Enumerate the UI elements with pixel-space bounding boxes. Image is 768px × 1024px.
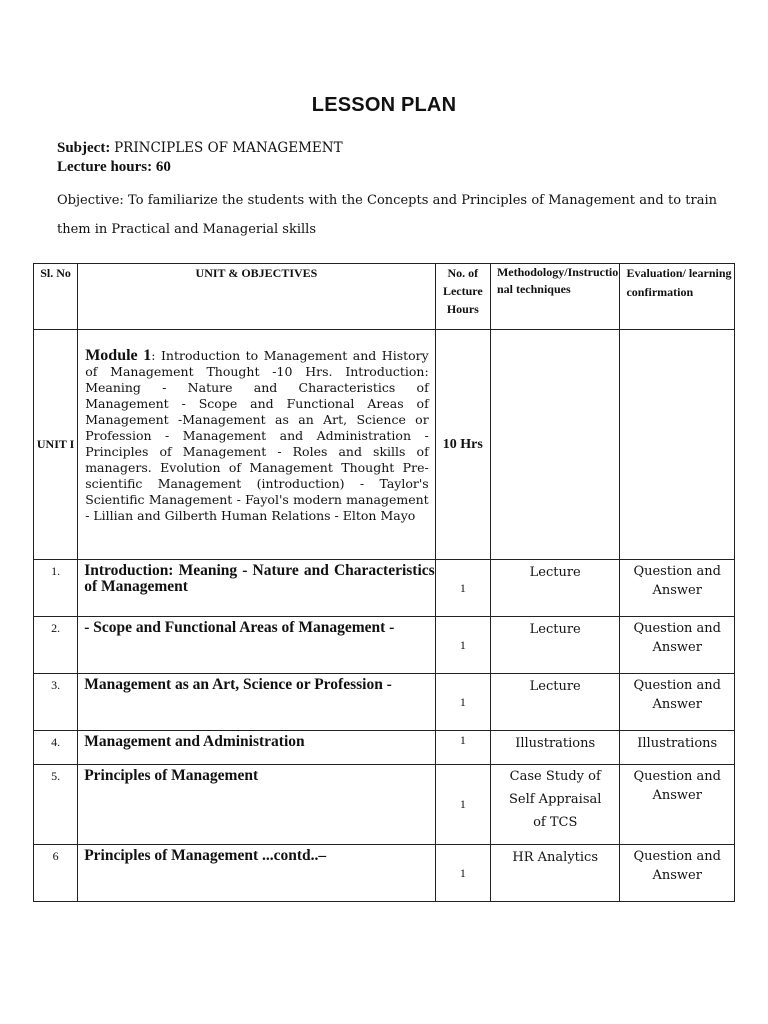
table-row (34, 731, 735, 765)
row-sno: 1. (34, 560, 78, 617)
row-topic: Principles of Management ...contd..– (78, 845, 436, 902)
row-eval: Question and Answer (620, 617, 735, 674)
row-method: Case Study of Self Appraisal of TCS (490, 765, 620, 845)
row-eval: Illustrations (620, 731, 735, 765)
table-row (34, 765, 735, 845)
table-row (34, 674, 735, 731)
row-topic: Introduction: Meaning - Nature and Characteristics of Management (78, 560, 436, 617)
row-topic: - Scope and Functional Areas of Management - (78, 617, 436, 674)
row-method: Lecture (490, 674, 620, 731)
row-hours: 1 (435, 845, 490, 902)
header-sl-no: Sl. No (34, 264, 78, 330)
row-sno: 6 (34, 845, 78, 902)
subject-line (57, 139, 343, 158)
row-hours: 1 (435, 617, 490, 674)
module-title: Module 1 (85, 347, 152, 364)
row-eval: Question and Answer (620, 560, 735, 617)
table-header-row (34, 264, 735, 330)
lesson-plan-table (33, 263, 735, 902)
row-method: Illustrations (490, 731, 620, 765)
lecture-hours-line (57, 158, 343, 177)
objective-text: Objective: To familiarize the students with the Concepts and Principles of Management and to train them in Practical and Managerial skills (57, 193, 717, 237)
module-method-cell (490, 330, 620, 560)
row-topic: Management and Administration (78, 731, 436, 765)
row-hours: 1 (435, 731, 490, 765)
table-row (34, 560, 735, 617)
lecture-hours-label: Lecture hours: (57, 159, 153, 175)
row-eval: Question and Answer (620, 765, 735, 845)
document-title: LESSON PLAN (311, 94, 457, 116)
row-hours: 1 (435, 765, 490, 845)
subject-value: PRINCIPLES OF MANAGEMENT (114, 140, 343, 156)
module-eval-cell (620, 330, 735, 560)
module-hours: 10 Hrs (435, 330, 490, 560)
row-method: HR Analytics (490, 845, 620, 902)
module-description (78, 330, 436, 560)
table-row (34, 617, 735, 674)
subject-block (57, 139, 343, 177)
unit-label: UNIT I (34, 330, 78, 560)
module-text: : Introduction to Management and History of Management Thought -10 Hrs. Introduction: Meaning - Nature and Characteristics of Management - Scope and Functional Areas of Management -Management as an Art, Science or Profession - Management and Administration - Principles of Management - Roles and skills of managers. Evolution of Management Thought Pre-scientific Management (introduction) - Taylor's Scientific Management - Fayol's modern management - Lillian and Gilberth Human Relations - Elton Mayo (85, 348, 429, 523)
lecture-hours-value: 60 (155, 159, 171, 175)
row-method: Lecture (490, 617, 620, 674)
table-row (34, 845, 735, 902)
row-hours: 1 (435, 674, 490, 731)
row-eval: Question and Answer (620, 674, 735, 731)
row-topic: Principles of Management (78, 765, 436, 845)
header-unit-objectives: UNIT & OBJECTIVES (78, 264, 436, 330)
row-sno: 2. (34, 617, 78, 674)
row-eval: Question and Answer (620, 845, 735, 902)
row-method: Lecture (490, 560, 620, 617)
row-hours: 1 (435, 560, 490, 617)
subject-label: Subject: (57, 140, 111, 156)
module-row (34, 330, 735, 560)
header-evaluation: Evaluation/ learning confirmation (620, 264, 735, 330)
row-sno: 3. (34, 674, 78, 731)
header-methodology: Methodology/Instructional techniques (490, 264, 620, 330)
header-lecture-hours: No. of Lecture Hours (435, 264, 490, 330)
row-topic: Management as an Art, Science or Profession - (78, 674, 436, 731)
row-sno: 4. (34, 731, 78, 765)
row-sno: 5. (34, 765, 78, 845)
